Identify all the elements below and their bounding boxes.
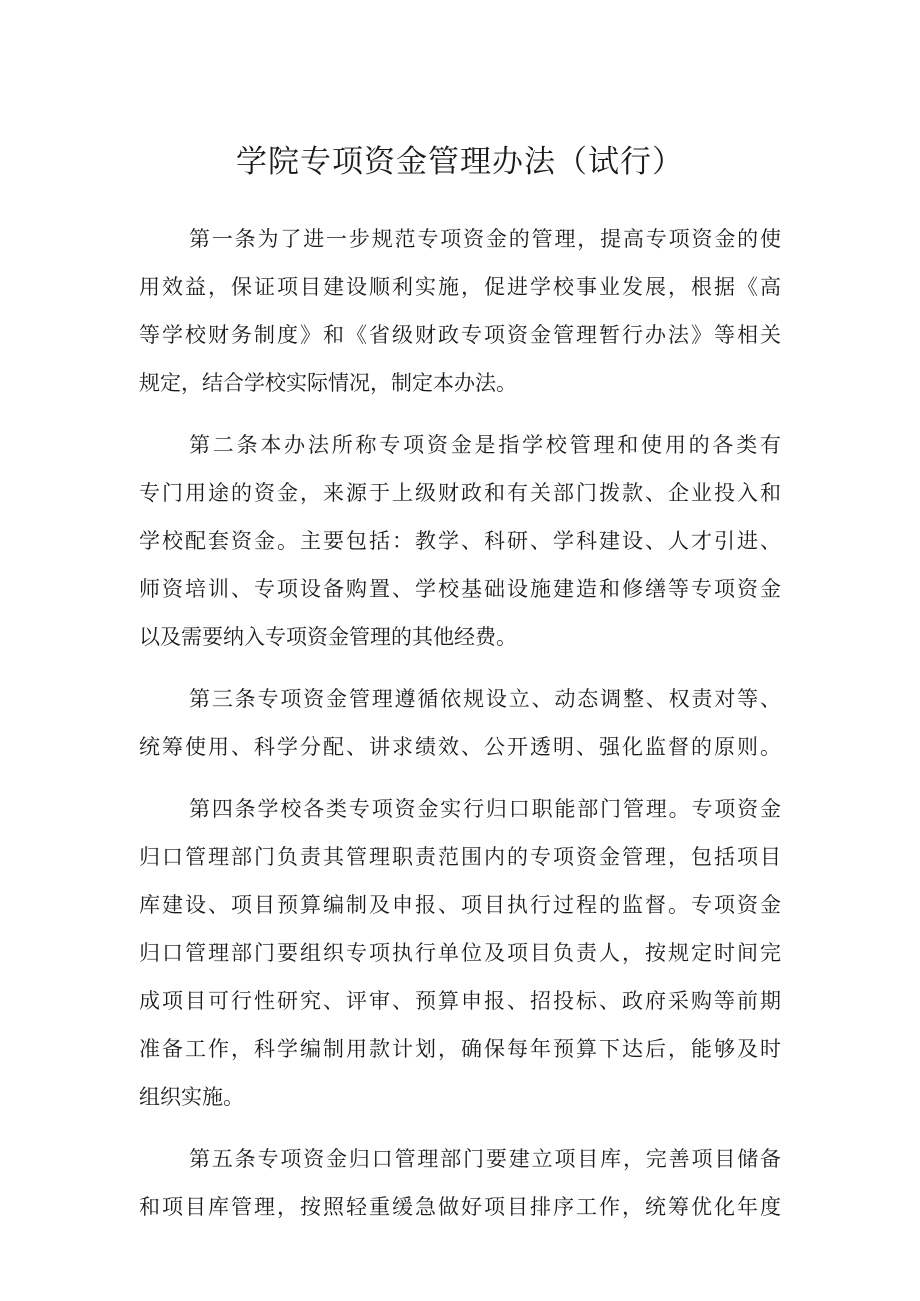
- text-line: 师资培训、专项设备购置、学校基础设施建造和修缮等专项资金: [139, 577, 781, 601]
- document-title: 学院专项资金管理办法（试行）: [236, 144, 684, 180]
- text-line: 等学校财务制度》和《省级财政专项资金管理暂行办法》等相关: [139, 323, 781, 347]
- text-line: 用效益，保证项目建设顺利实施，促进学校事业发展，根据《高: [139, 275, 781, 299]
- text-line: 库建设、项目预算编制及申报、项目执行过程的监督。专项资金: [139, 893, 781, 917]
- text-line: 归口管理部门负责其管理职责范围内的专项资金管理，包括项目: [139, 845, 781, 869]
- text-line: 成项目可行性研究、评审、预算申报、招投标、政府采购等前期: [139, 989, 781, 1013]
- text-line: 和项目库管理，按照轻重缓急做好项目排序工作，统筹优化年度: [139, 1195, 781, 1219]
- text-line: 规定，结合学校实际情况，制定本办法。: [139, 371, 517, 395]
- text-line: 以及需要纳入专项资金管理的其他经费。: [139, 625, 517, 649]
- text-line: 学校配套资金。主要包括：教学、科研、学科建设、人才引进、: [139, 529, 781, 553]
- text-line: 专门用途的资金，来源于上级财政和有关部门拨款、企业投入和: [139, 481, 781, 505]
- text-line: 统筹使用、科学分配、讲求绩效、公开透明、强化监督的原则。: [139, 735, 781, 759]
- text-line: 第四条学校各类专项资金实行归口职能部门管理。专项资金: [189, 797, 781, 821]
- text-line: 准备工作，科学编制用款计划，确保每年预算下达后，能够及时: [139, 1037, 781, 1061]
- article-2-paragraph: [139, 421, 781, 661]
- text-line: 第二条本办法所称专项资金是指学校管理和使用的各类有: [189, 433, 781, 457]
- text-line: 组织实施。: [139, 1085, 244, 1109]
- article-3-paragraph: [139, 675, 781, 771]
- text-line: 归口管理部门要组织专项执行单位及项目负责人，按规定时间完: [139, 941, 781, 965]
- article-1-paragraph: [139, 215, 781, 407]
- article-4-paragraph: [139, 785, 781, 1121]
- text-line: 第三条专项资金管理遵循依规设立、动态调整、权责对等、: [189, 687, 781, 711]
- article-5-paragraph: [139, 1135, 781, 1231]
- text-line: 第五条专项资金归口管理部门要建立项目库，完善项目储备: [189, 1147, 781, 1171]
- text-line: 第一条为了进一步规范专项资金的管理，提高专项资金的使: [189, 227, 781, 251]
- document-body: [139, 215, 781, 1245]
